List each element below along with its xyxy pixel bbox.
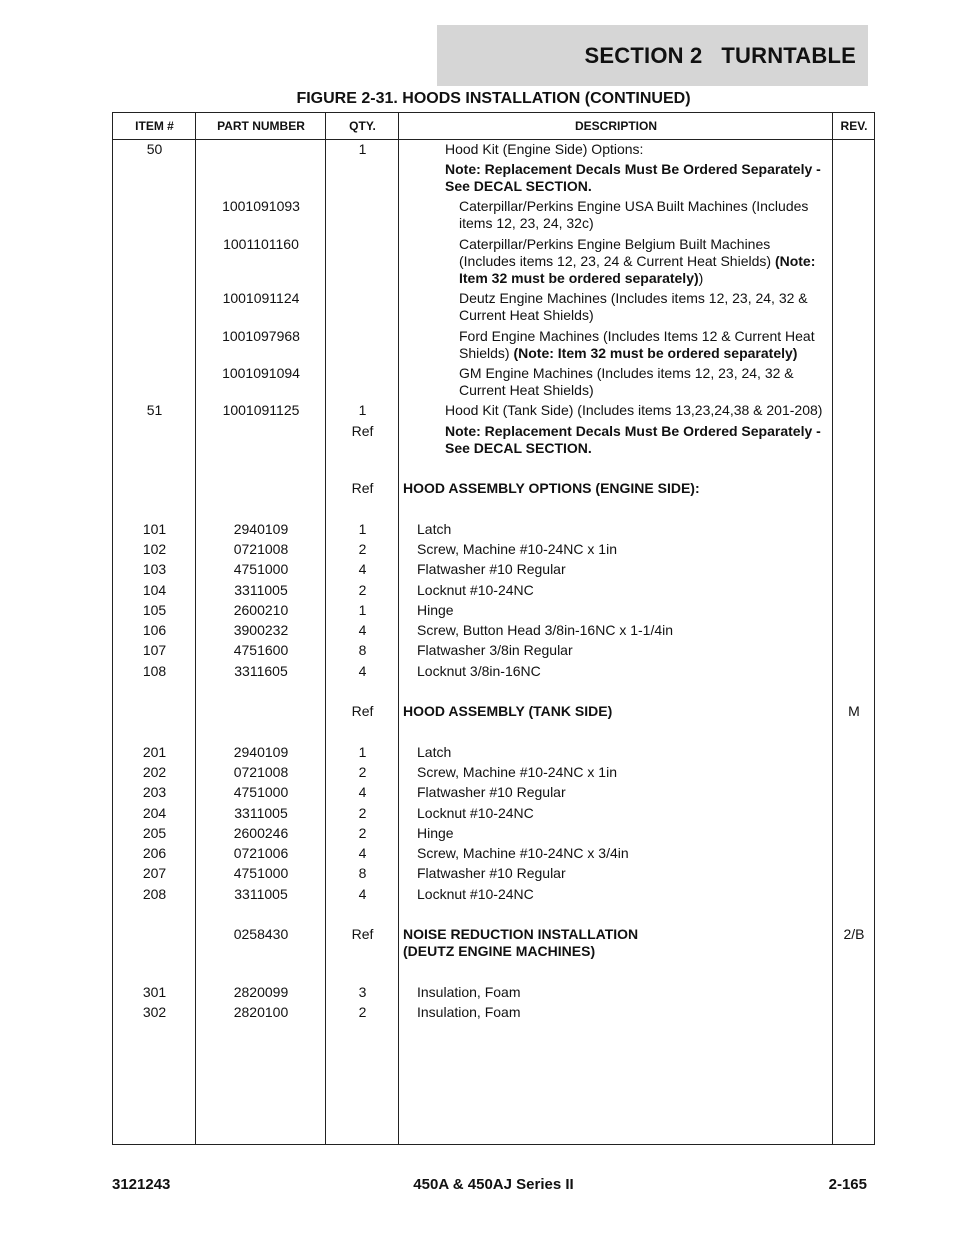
description <box>403 703 828 720</box>
description-text: Locknut #10-24NC <box>417 582 534 598</box>
description-bold-text: Note: Replacement Decals Must Be Ordered Separately - See DECAL SECTION. <box>445 161 821 194</box>
description <box>459 328 829 362</box>
description <box>445 402 829 419</box>
description-text: Screw, Machine #10-24NC x 3/4in <box>417 845 629 861</box>
description-text: Locknut #10-24NC <box>417 886 534 902</box>
quantity: Ref <box>351 703 374 719</box>
quantity: 1 <box>358 141 367 157</box>
description-text: Deutz Engine Machines (Includes items 12, 23, 24, 32 & Current Heat Shields) <box>459 290 808 323</box>
header-divider <box>113 139 874 140</box>
part-number: 1001091093 <box>222 198 300 214</box>
revision: M <box>848 703 860 719</box>
item-number: 208 <box>142 886 167 902</box>
item-number: 103 <box>142 561 167 577</box>
description <box>417 744 828 761</box>
column-divider <box>832 113 833 1144</box>
column-header-part-number: PART NUMBER <box>217 119 305 133</box>
item-number: 302 <box>142 1004 167 1020</box>
description-text: Caterpillar/Perkins Engine USA Built Machines (Includes items 12, 23, 24, 32c) <box>459 198 809 231</box>
quantity: Ref <box>351 926 374 942</box>
description-text: Latch <box>417 744 452 760</box>
description <box>417 663 828 680</box>
description-text: Latch <box>417 521 452 537</box>
description <box>459 365 829 399</box>
column-header-rev: REV. <box>840 119 868 133</box>
description-text: GM Engine Machines (Includes items 12, 23, 24, 32 & Current Heat Shields) <box>459 365 794 398</box>
description-bold-text: HOOD ASSEMBLY OPTIONS (ENGINE SIDE): <box>403 480 700 496</box>
model-name: 450A & 450AJ Series II <box>413 1176 574 1193</box>
description <box>403 480 828 497</box>
description-text: Locknut #10-24NC <box>417 805 534 821</box>
part-number: 1001091125 <box>222 402 300 418</box>
description-text: Screw, Machine #10-24NC x 1in <box>417 541 617 557</box>
item-number: 203 <box>142 784 167 800</box>
description-text: Hood Kit (Tank Side) (Includes items 13,23,24,38 & 201-208) <box>445 402 823 418</box>
part-number: 2820099 <box>233 984 289 1000</box>
item-number: 106 <box>142 622 167 638</box>
item-number: 202 <box>142 764 167 780</box>
description-text: Flatwasher #10 Regular <box>417 784 566 800</box>
quantity: 4 <box>358 561 367 577</box>
quantity: 1 <box>358 744 367 760</box>
section-header <box>437 25 868 86</box>
description-text: Hinge <box>417 825 454 841</box>
description <box>459 236 829 287</box>
item-number: 201 <box>142 744 167 760</box>
description <box>417 521 828 538</box>
description <box>417 622 828 639</box>
part-number: 4751000 <box>233 865 289 881</box>
item-number: 105 <box>142 602 167 618</box>
part-number: 2600246 <box>233 825 289 841</box>
part-number: 0721006 <box>233 845 289 861</box>
column-header-description: DESCRIPTION <box>574 119 657 133</box>
description-text: Locknut 3/8in-16NC <box>417 663 541 679</box>
part-number: 3311005 <box>234 886 288 902</box>
description-bold-text: (DEUTZ ENGINE MACHINES) <box>403 943 596 959</box>
quantity: 3 <box>358 984 367 1000</box>
part-number: 3311605 <box>234 663 288 679</box>
description-text: Hood Kit (Engine Side) Options: <box>445 141 644 157</box>
item-number: 206 <box>142 845 167 861</box>
quantity: 4 <box>358 663 367 679</box>
quantity: 2 <box>358 764 367 780</box>
part-number: 0258430 <box>233 926 289 942</box>
quantity: 2 <box>358 1004 367 1020</box>
description-text: Insulation, Foam <box>417 1004 521 1020</box>
item-number: 205 <box>142 825 167 841</box>
quantity: 4 <box>358 845 367 861</box>
description-text: Flatwasher #10 Regular <box>417 561 566 577</box>
quantity: 4 <box>358 886 367 902</box>
description-text: Screw, Button Head 3/8in-16NC x 1-1/4in <box>417 622 674 638</box>
description <box>417 582 828 599</box>
description-text: Ford Engine Machines (Includes Items 12 & Current Heat Shields) <box>459 328 815 361</box>
item-number: 301 <box>142 984 167 1000</box>
description <box>417 541 828 558</box>
description <box>445 161 829 195</box>
part-number: 1001091094 <box>222 365 300 381</box>
part-number: 3900232 <box>233 622 289 638</box>
column-header-item: ITEM # <box>135 119 174 133</box>
section-title: SECTION 2 TURNTABLE <box>584 42 856 68</box>
description-bold-text: NOISE REDUCTION INSTALLATION <box>403 926 639 942</box>
description-text: ) <box>698 270 704 286</box>
description-bold-text: (Note: Item 32 must be ordered separately) <box>459 253 816 286</box>
item-number: 50 <box>146 141 163 157</box>
item-number: 108 <box>142 663 167 679</box>
description <box>459 290 829 324</box>
part-number: 2600210 <box>233 602 289 618</box>
description <box>417 825 828 842</box>
item-number: 101 <box>142 521 167 537</box>
quantity: Ref <box>351 423 374 439</box>
description-bold-text: HOOD ASSEMBLY (TANK SIDE) <box>403 703 613 719</box>
description-text: Hinge <box>417 602 454 618</box>
part-number: 2820100 <box>233 1004 289 1020</box>
part-number: 2940109 <box>233 521 289 537</box>
description <box>417 764 828 781</box>
doc-number: 3121243 <box>112 1176 171 1193</box>
description-text: Insulation, Foam <box>417 984 521 1000</box>
item-number: 104 <box>142 582 167 598</box>
part-number: 1001091124 <box>222 290 300 306</box>
item-number: 204 <box>142 805 167 821</box>
parts-table <box>112 112 875 1145</box>
column-header-qty: QTY. <box>349 119 376 133</box>
description <box>445 423 829 457</box>
description-text: Flatwasher 3/8in Regular <box>417 642 573 658</box>
quantity: 1 <box>358 402 367 418</box>
description-text: Screw, Machine #10-24NC x 1in <box>417 764 617 780</box>
quantity: 2 <box>358 541 367 557</box>
description <box>459 198 829 232</box>
item-number: 51 <box>146 402 163 418</box>
description-text: Flatwasher #10 Regular <box>417 865 566 881</box>
quantity: 4 <box>358 784 367 800</box>
description <box>417 642 828 659</box>
quantity: 1 <box>358 602 367 618</box>
description <box>417 784 828 801</box>
part-number: 3311005 <box>234 582 288 598</box>
description <box>403 926 828 960</box>
quantity: 1 <box>358 521 367 537</box>
part-number: 2940109 <box>233 744 289 760</box>
part-number: 4751000 <box>233 784 289 800</box>
description <box>417 1004 828 1021</box>
description <box>417 845 828 862</box>
part-number: 0721008 <box>233 764 289 780</box>
part-number: 1001097968 <box>222 328 300 344</box>
description <box>417 984 828 1001</box>
quantity: Ref <box>351 480 374 496</box>
quantity: 2 <box>358 805 367 821</box>
description <box>417 561 828 578</box>
quantity: 2 <box>358 582 367 598</box>
revision: 2/B <box>843 926 865 942</box>
page-number: 2-165 <box>828 1176 867 1193</box>
item-number: 207 <box>142 865 167 881</box>
part-number: 1001101160 <box>223 236 299 252</box>
quantity: 2 <box>358 825 367 841</box>
quantity: 8 <box>358 642 367 658</box>
description-text: Caterpillar/Perkins Engine Belgium Built Machines (Includes items 12, 23, 24 & Current Heat Shields) <box>459 236 775 269</box>
part-number: 3311005 <box>234 805 288 821</box>
description <box>417 865 828 882</box>
description-bold-text: Note: Replacement Decals Must Be Ordered Separately - See DECAL SECTION. <box>445 423 821 456</box>
quantity: 4 <box>358 622 367 638</box>
part-number: 4751600 <box>233 642 289 658</box>
part-number: 4751000 <box>233 561 289 577</box>
description <box>417 805 828 822</box>
quantity: 8 <box>358 865 367 881</box>
item-number: 102 <box>142 541 167 557</box>
part-number: 0721008 <box>233 541 289 557</box>
figure-title: FIGURE 2-31. HOODS INSTALLATION (CONTINUED) <box>296 90 691 107</box>
description <box>417 602 828 619</box>
description <box>445 141 829 158</box>
description <box>417 886 828 903</box>
item-number: 107 <box>142 642 167 658</box>
description-bold-text: (Note: Item 32 must be ordered separately) <box>513 345 798 361</box>
